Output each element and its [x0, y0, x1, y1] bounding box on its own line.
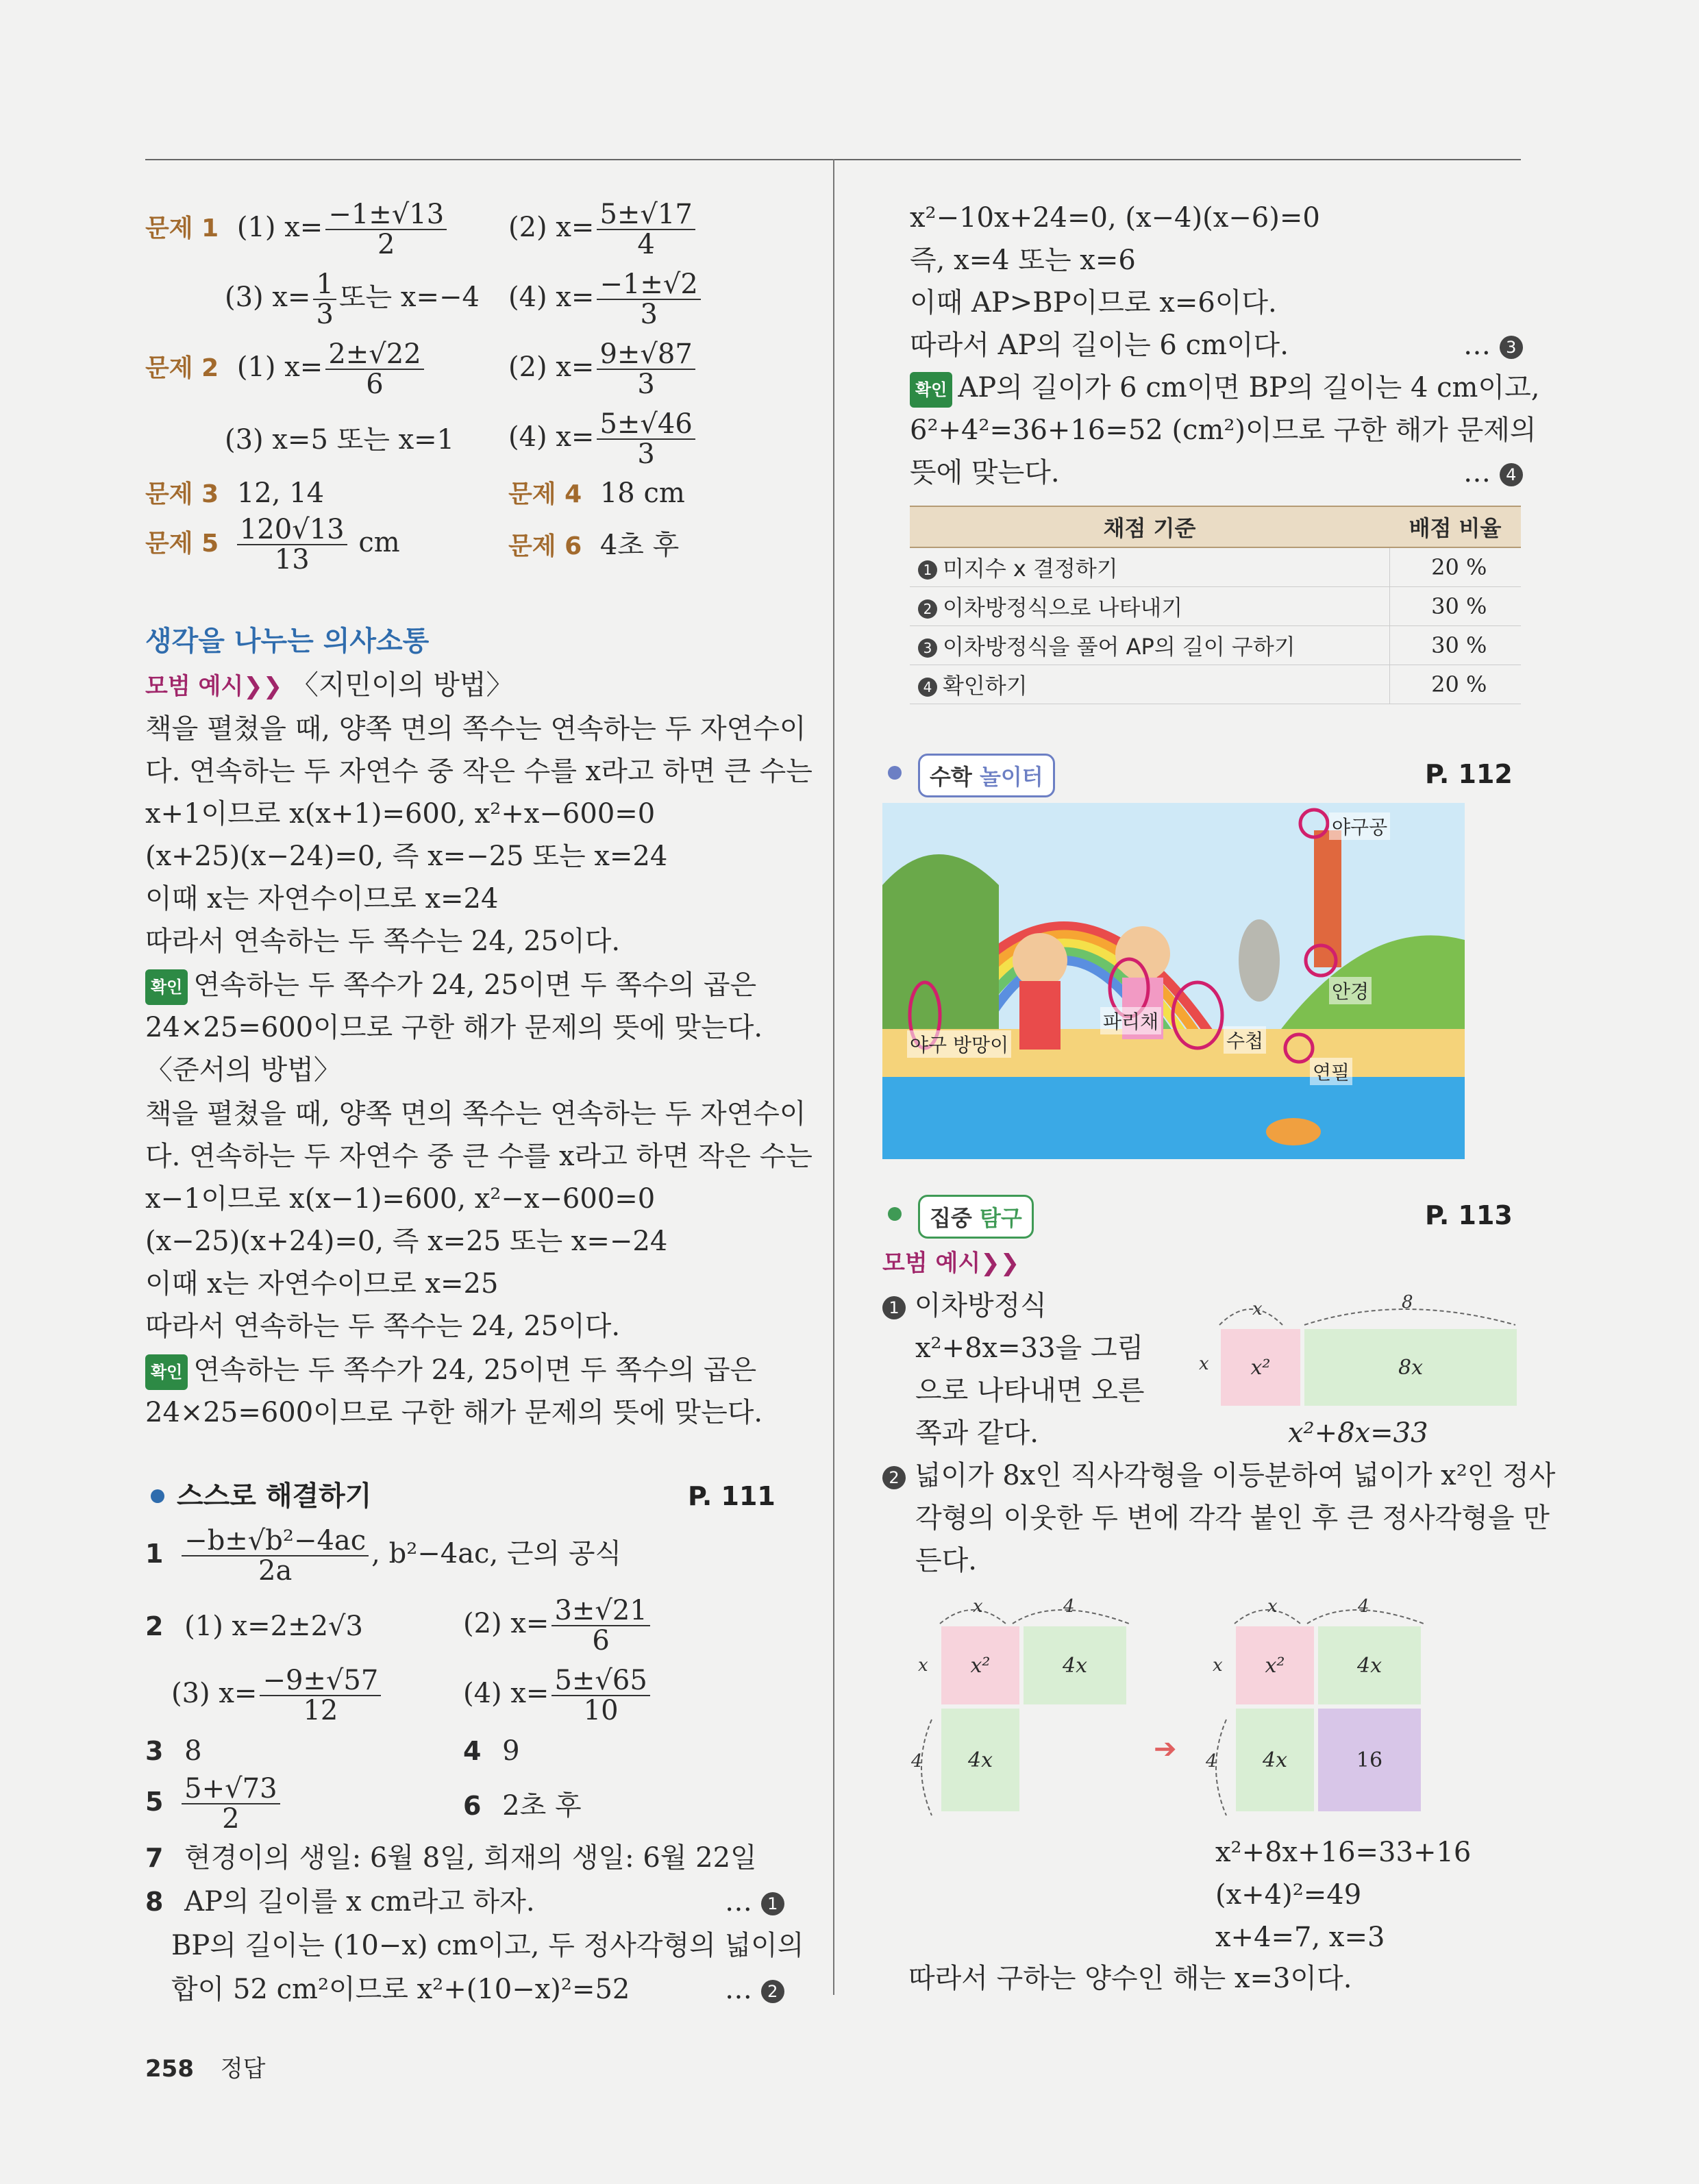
method-2-line-3: x−1이므로 x(x−1)=600, x²−x−600=0: [145, 1183, 656, 1215]
tag-a: 수학: [930, 764, 980, 790]
q4: [463, 1735, 520, 1767]
q5: [145, 1774, 283, 1833]
q3-num: 3: [145, 1736, 164, 1766]
right-check: [910, 371, 1539, 408]
check-2-text: 연속하는 두 쪽수가 24, 25이면 두 쪽수의 곱은: [193, 1354, 757, 1386]
method-2-line-6: 따라서 연속하는 두 쪽수는 24, 25이다.: [145, 1311, 621, 1342]
p1-c-frac: [313, 270, 336, 329]
footer-title: 정답: [220, 2055, 266, 2083]
scoring-criterion: [910, 665, 1389, 704]
q8-mark-1: … 1: [725, 1885, 784, 1918]
criterion-text: 확인하기: [943, 673, 1028, 699]
check-2: [145, 1354, 756, 1390]
fig1-x-top: x: [1252, 1299, 1263, 1319]
p2-d-num: 5±√46: [597, 410, 695, 440]
scoring-ratio: 30 %: [1389, 587, 1521, 626]
right-line-3: 이때 AP>BP이므로 x=6이다.: [910, 287, 1277, 319]
problem-2-row-c: (3) x=5 또는 x=1: [225, 424, 455, 456]
fig2-left-rect-right: 4x: [1024, 1626, 1126, 1704]
step-1-line-2: 으로 나타내면 오른: [915, 1375, 1145, 1406]
fig2-x-top: x: [973, 1596, 983, 1617]
self-solve-page: P. 111: [688, 1481, 776, 1511]
q8-line-3: 합이 52 cm²이므로 x²+(10−x)²=52: [171, 1974, 630, 2005]
check-1b: 24×25=600이므로 구한 해가 문제의 뜻에 맞는다.: [145, 1012, 763, 1043]
p1-a-den: 2: [377, 229, 395, 260]
q4-answer: 9: [502, 1735, 520, 1767]
mark-4: … 4: [1463, 456, 1523, 489]
fig2-four-side: 4: [911, 1751, 923, 1772]
p2-d-frac: [597, 410, 695, 469]
q6-num: 6: [463, 1791, 482, 1821]
fig1-caption: x²+8x=33: [1288, 1417, 1428, 1449]
comm-title: 생각을 나누는 의사소통: [145, 625, 430, 657]
label-pencil: 연필: [1310, 1058, 1352, 1085]
q6-answer: 2초 후: [502, 1790, 582, 1822]
p1-d-num: −1±√2: [597, 270, 700, 300]
scoring-ratio: 20 %: [1389, 665, 1521, 704]
method-2-line-4: (x−25)(x+24)=0, 즉 x=25 또는 x=−24: [145, 1226, 668, 1257]
p1-b-num: 5±√17: [597, 200, 695, 230]
q2-row-a: [145, 1610, 363, 1643]
q3: [145, 1735, 202, 1767]
method-1-line-4: (x+25)(x−24)=0, 즉 x=−25 또는 x=24: [145, 841, 668, 872]
p1-b: (2) x=: [508, 212, 595, 243]
p2-d-den: 3: [637, 438, 655, 470]
q8-line-2: BP의 길이는 (10−x) cm이고, 두 정사각형의 넓이의: [171, 1930, 804, 1961]
q2-c-num: −9±√57: [260, 1666, 381, 1696]
p1-c: (3) x=: [225, 282, 311, 313]
mark-2-icon: 2: [761, 1980, 784, 2003]
scoring-criterion: [910, 626, 1389, 665]
q7-answer: 현경이의 생일: 6월 8일, 희재의 생일: 6월 22일: [184, 1842, 757, 1874]
model-head: 〈지민이의 방법〉: [290, 669, 514, 701]
q5-denom: 2: [222, 1803, 240, 1835]
q2-row-c: [171, 1666, 384, 1725]
problem-3: [145, 477, 324, 511]
scoring-row: [910, 665, 1521, 704]
final-answer: 따라서 구하는 양수인 해는 x=3이다.: [908, 1963, 1352, 1994]
q8-l1: AP의 길이를 x cm라고 하자.: [184, 1886, 535, 1918]
p2-d: (4) x=: [508, 421, 595, 453]
q2-row-d: [463, 1666, 653, 1725]
q6: [463, 1789, 582, 1822]
fig2-left-square: x²: [941, 1626, 1019, 1704]
q2-b-den: 6: [592, 1625, 610, 1656]
equation-line-3: x+4=7, x=3: [1215, 1922, 1385, 1953]
q8-line-1: [145, 1885, 535, 1918]
bullet-icon: [888, 766, 902, 780]
q2-b: (2) x=: [463, 1608, 549, 1639]
right-line-2: 즉, x=4 또는 x=6: [910, 245, 1136, 276]
label-bat: 야구 방망이: [907, 1030, 1011, 1058]
scoring-row: [910, 547, 1521, 587]
scoring-criterion: [910, 587, 1389, 626]
problem-1-row-c: [225, 270, 480, 329]
p1-c-num: 1: [313, 270, 336, 300]
label-glasses: 안경: [1329, 977, 1372, 1004]
tag-b: 탐구: [979, 1205, 1022, 1231]
criterion-text: 이차방정식을 풀어 AP의 길이 구하기: [943, 634, 1295, 660]
method-2-line-5: 이때 x는 자연수이므로 x=25: [145, 1268, 499, 1300]
fig1-x-side: x: [1199, 1354, 1209, 1374]
q7-num: 7: [145, 1843, 164, 1873]
p2-b-num: 9±√87: [597, 340, 695, 370]
label-baseball: 야구공: [1329, 812, 1390, 840]
q2-row-b: [463, 1596, 653, 1655]
focus-explore-tag: [918, 1195, 1034, 1239]
model-example-head-2: [882, 1245, 1019, 1280]
q2-c-frac: [260, 1666, 381, 1725]
criterion-number-icon: 3: [918, 638, 937, 658]
method-1-line-3: x+1이므로 x(x+1)=600, x²+x−600=0: [145, 798, 656, 830]
problem-1-label: 문제 1: [145, 214, 219, 243]
q8-num: 8: [145, 1887, 164, 1917]
method-2-head: 〈준서의 방법〉: [145, 1054, 341, 1086]
tag-b: 놀이터: [979, 764, 1043, 790]
scoring-row: [910, 626, 1521, 665]
q2-c-den: 12: [303, 1695, 338, 1726]
playground-page: P. 112: [1425, 759, 1513, 789]
step-2-icon: 2: [882, 1466, 906, 1489]
q2-d: (4) x=: [463, 1678, 549, 1709]
p2-a-frac: [325, 340, 423, 399]
problem-1-row-a: [145, 200, 449, 259]
scoring-header-ratio: 배점 비율: [1389, 506, 1521, 547]
p5-unit: cm: [358, 527, 400, 558]
q2-c: (3) x=: [171, 1678, 258, 1709]
method-2-line-1: 책을 펼쳤을 때, 양쪽 면의 쪽수는 연속하는 두 자연수이: [145, 1098, 806, 1130]
fig1-eight: 8: [1402, 1292, 1413, 1313]
p1-b-frac: [597, 200, 695, 259]
mark-3: … 3: [1463, 329, 1523, 362]
problem-4: [508, 477, 685, 511]
fig1-square: x²: [1221, 1329, 1300, 1406]
fig1-brace: [1217, 1293, 1518, 1328]
top-rule-right: [836, 159, 1521, 160]
method-1-line-1: 책을 펼쳤을 때, 양쪽 면의 쪽수는 연속하는 두 자연수이: [145, 713, 806, 745]
step-1-title: [882, 1289, 1047, 1322]
problem-6: [508, 529, 679, 563]
step-1-icon: 1: [882, 1296, 906, 1319]
q1-numer: −b±√b²−4ac: [182, 1526, 369, 1556]
step-2-line-2: 각형의 이웃한 두 변에 각각 붙인 후 큰 정사각형을 만: [915, 1502, 1550, 1534]
fig2-left-rect-bottom: 4x: [941, 1709, 1019, 1811]
page-number: 258: [145, 2055, 194, 2083]
scoring-table: [910, 506, 1521, 704]
math-playground-tag: [918, 754, 1055, 797]
method-1-line-6: 따라서 연속하는 두 쪽수는 24, 25이다.: [145, 926, 621, 957]
fig2-right-square: x²: [1236, 1626, 1314, 1704]
q1-frac: [182, 1526, 369, 1585]
q2-d-den: 10: [583, 1695, 619, 1726]
fig2-right-rect-bottom: 4x: [1236, 1709, 1314, 1811]
label-notebook: 수첩: [1224, 1026, 1266, 1054]
q1: [145, 1526, 621, 1585]
problem-2-row-d: [508, 410, 698, 469]
method-1-line-2: 다. 연속하는 두 자연수 중 작은 수를 x라고 하면 큰 수는: [145, 756, 813, 787]
p2-b-frac: [597, 340, 695, 399]
q3-answer: 8: [184, 1735, 202, 1767]
bullet-icon: [888, 1207, 902, 1221]
scoring-criterion: [910, 547, 1389, 587]
criterion-text: 이차방정식으로 나타내기: [943, 595, 1183, 621]
fig1-rect: 8x: [1304, 1329, 1517, 1406]
check-badge: 확인: [145, 969, 188, 1005]
q2-d-frac: [551, 1666, 649, 1725]
p2-a: (1) x=: [236, 351, 323, 383]
step-1-line-3: 쪽과 같다.: [915, 1417, 1039, 1449]
tag-a: 집중: [930, 1205, 980, 1231]
check-1-text: 연속하는 두 쪽수가 24, 25이면 두 쪽수의 곱은: [193, 969, 757, 1001]
p5-frac: [237, 515, 347, 574]
p2-a-den: 6: [366, 369, 384, 400]
scoring-ratio: 30 %: [1389, 626, 1521, 665]
q2-a: (1) x=2±2√3: [184, 1611, 363, 1642]
q2-b-frac: [551, 1596, 649, 1655]
p1-b-den: 4: [637, 229, 655, 260]
problem-4-answer: 18 cm: [599, 477, 685, 509]
step-2-text: 넓이가 8x인 직사각형을 이등분하여 넓이가 x²인 정사: [914, 1460, 1556, 1491]
p2-b: (2) x=: [508, 351, 595, 383]
q8-mark-2: … 2: [725, 1973, 784, 2006]
problem-1-row-b: [508, 200, 698, 259]
right-line-1: x²−10x+24=0, (x−4)(x−6)=0: [910, 202, 1320, 234]
step-1-line-1: x²+8x=33을 그림: [915, 1332, 1144, 1364]
problem-5-label: 문제 5: [145, 530, 219, 558]
explore-page: P. 113: [1425, 1200, 1513, 1230]
criterion-number-icon: 1: [918, 560, 937, 580]
problem-2-row-a: [145, 340, 427, 399]
beach-scene-image: [882, 803, 1465, 1159]
problem-3-label: 문제 3: [145, 480, 219, 508]
right-check-b: 6²+4²=36+16=52 (cm²)이므로 구한 해가 문제의: [910, 414, 1537, 446]
p1-d: (4) x=: [508, 282, 595, 313]
p5-den: 13: [274, 544, 310, 575]
p1-d-frac: [597, 270, 700, 329]
check-badge: 확인: [145, 1354, 188, 1390]
check-2b: 24×25=600이므로 구한 해가 문제의 뜻에 맞는다.: [145, 1397, 763, 1428]
p5-num: 120√13: [237, 515, 347, 545]
problem-4-label: 문제 4: [508, 480, 582, 508]
playground-illustration: [882, 803, 1465, 1159]
p1-c-den: 3: [316, 299, 334, 330]
check-1: [145, 969, 756, 1005]
self-solve-title: 스스로 해결하기: [177, 1480, 372, 1512]
label-flyswatter: 파리채: [1100, 1007, 1161, 1034]
equation-line-2: (x+4)²=49: [1215, 1879, 1362, 1911]
q2-b-num: 3±√21: [551, 1596, 649, 1626]
p1-a-num: −1±√13: [325, 200, 447, 230]
fig2b-four-top: 4: [1358, 1596, 1369, 1617]
q1-tail: , b²−4ac, 근의 공식: [371, 1538, 622, 1569]
footer: [145, 2052, 266, 2085]
p2-b-den: 3: [637, 369, 655, 400]
criterion-number-icon: 4: [918, 678, 937, 697]
bullet-icon: [151, 1489, 164, 1503]
mark-1-icon: 1: [761, 1892, 784, 1915]
fig2b-x-top: x: [1267, 1596, 1278, 1617]
problem-2-row-b: [508, 340, 698, 399]
problem-6-answer: 4초 후: [599, 530, 680, 561]
right-check-c: 뜻에 맞는다.: [910, 457, 1060, 488]
q5-numer: 5+√73: [182, 1774, 280, 1804]
fig2-four-top: 4: [1063, 1596, 1075, 1617]
p2-a-num: 2±√22: [325, 340, 423, 370]
mark-3-icon: 3: [1500, 336, 1523, 359]
double-chevron-icon: ❯❯: [243, 673, 283, 700]
p1-c-tail: 또는 x=−4: [338, 282, 480, 313]
q1-num: 1: [145, 1539, 164, 1569]
right-check-text: AP의 길이가 6 cm이면 BP의 길이는 4 cm이고,: [958, 372, 1540, 404]
problem-6-label: 문제 6: [508, 532, 582, 560]
mark-4-icon: 4: [1500, 463, 1523, 486]
q4-num: 4: [463, 1736, 482, 1766]
q2-d-num: 5±√65: [551, 1666, 649, 1696]
p1-a: (1) x=: [236, 212, 323, 243]
scoring-ratio: 20 %: [1389, 547, 1521, 587]
fig2b-x-side: x: [1213, 1655, 1223, 1676]
fig2-right-rect-right: 4x: [1318, 1626, 1421, 1704]
q1-denom: 2a: [258, 1555, 293, 1587]
problem-3-answer: 12, 14: [236, 477, 325, 509]
fig2-x-side: x: [918, 1655, 928, 1676]
step-2-line-3: 든다.: [915, 1545, 977, 1576]
fig2-right-corner: 16: [1318, 1709, 1421, 1811]
check-badge: 확인: [910, 372, 952, 408]
problem-2-label: 문제 2: [145, 354, 219, 382]
right-line-4: 따라서 AP의 길이는 6 cm이다.: [910, 330, 1289, 361]
scoring-row: [910, 587, 1521, 626]
problem-5: [145, 515, 400, 574]
model-example-head: [145, 669, 513, 703]
model-label: 모범 예시: [145, 673, 244, 700]
arrow-right-icon: ➔: [1154, 1733, 1177, 1765]
q5-num: 5: [145, 1787, 164, 1817]
method-1-line-5: 이때 x는 자연수이므로 x=24: [145, 883, 499, 915]
step-1-title-text: 이차방정식: [914, 1290, 1047, 1321]
top-rule: [145, 159, 836, 160]
criterion-number-icon: 2: [918, 599, 937, 619]
q5-frac: [182, 1774, 280, 1833]
method-2-line-2: 다. 연속하는 두 자연수 중 큰 수를 x라고 하면 작은 수는: [145, 1141, 813, 1172]
fig2b-four-side: 4: [1206, 1751, 1217, 1772]
step-2-line-1: [882, 1459, 1555, 1492]
model-label: 모범 예시: [882, 1250, 981, 1277]
equation-line-1: x²+8x+16=33+16: [1215, 1837, 1472, 1868]
p1-d-den: 3: [640, 299, 658, 330]
scoring-header-criteria: 채점 기준: [910, 506, 1389, 547]
q7: [145, 1841, 757, 1874]
p1-a-frac: [325, 200, 447, 259]
q2-num: 2: [145, 1611, 164, 1641]
column-divider: [833, 159, 834, 1995]
double-chevron-icon: ❯❯: [980, 1250, 1020, 1277]
criterion-text: 미지수 x 결정하기: [943, 556, 1118, 582]
problem-1-row-d: [508, 270, 704, 329]
